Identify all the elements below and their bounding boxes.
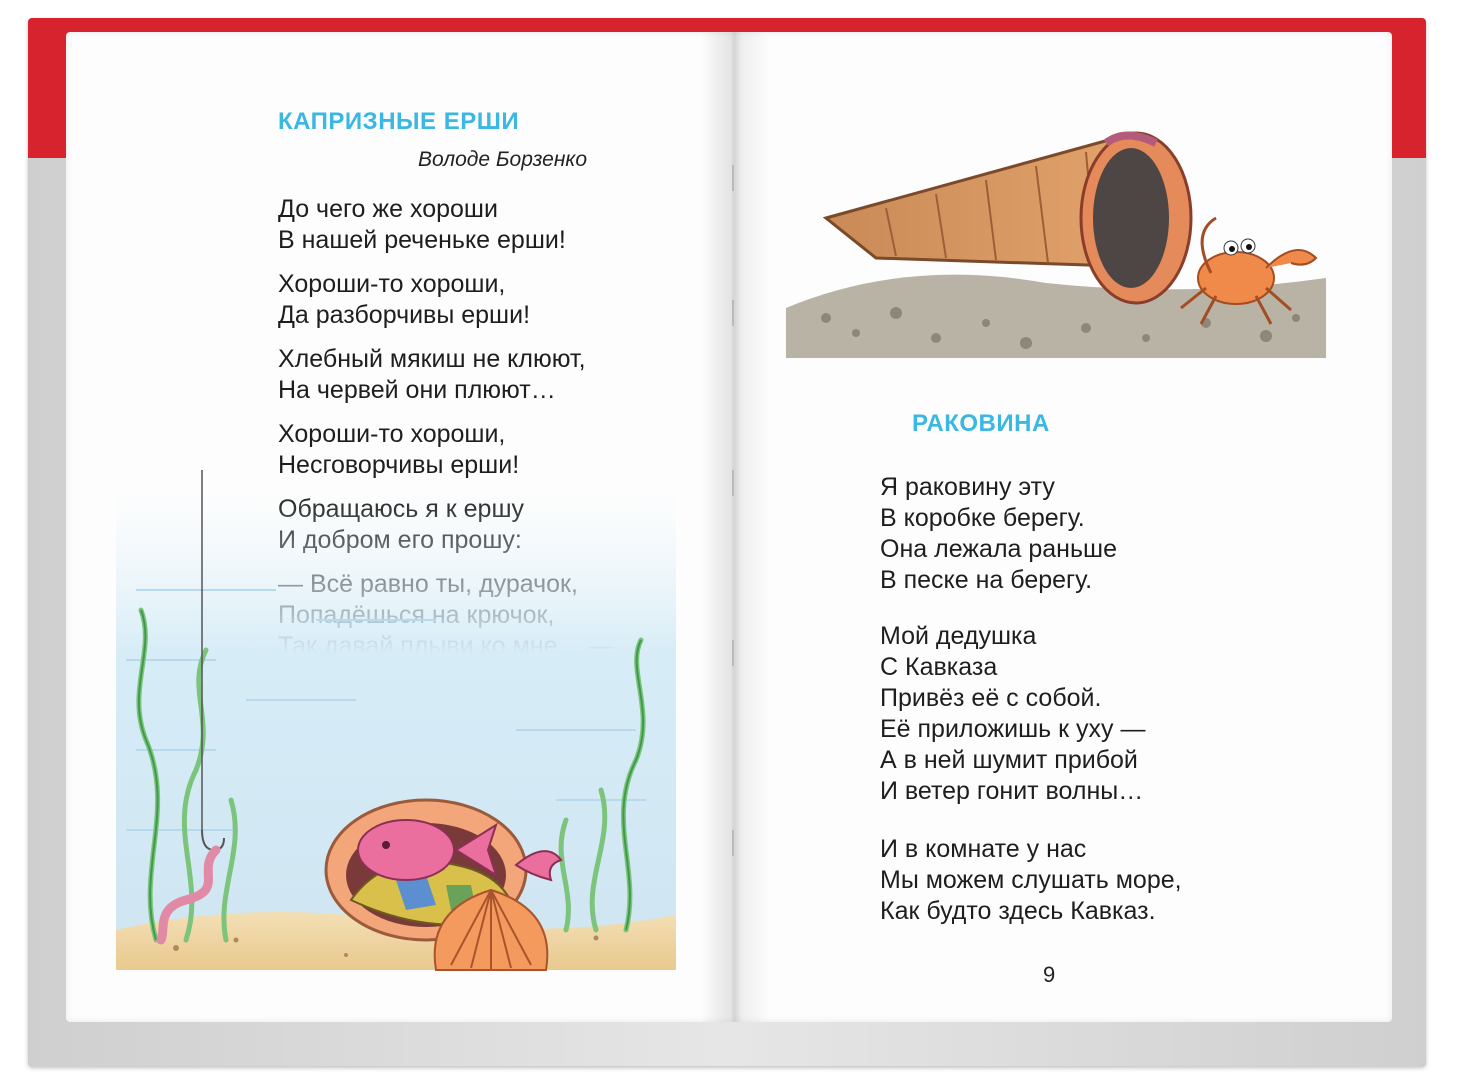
stitch-mark — [732, 640, 740, 666]
stanza — [278, 344, 586, 406]
verse-line: Я раковину эту — [880, 473, 1055, 501]
verse-line: И в комнате у нас — [880, 835, 1087, 863]
stanza — [880, 834, 1182, 927]
verse-line: Она лежала раньше — [880, 535, 1117, 563]
verse-line: Хороши-то хороши, — [278, 270, 506, 298]
verse-line: В песке на берегу. — [880, 566, 1093, 594]
verse-line: Хороши-то хороши, — [278, 420, 506, 448]
verse-line: В коробке берегу. — [880, 504, 1085, 532]
stanza — [880, 621, 1145, 807]
verse-line: А в ней шумит прибой — [880, 746, 1138, 774]
stitch-mark — [732, 830, 740, 856]
stanza — [278, 269, 530, 331]
stitch-mark — [732, 165, 740, 191]
verse-line: Привёз её с собой. — [880, 684, 1102, 712]
poem-title: КАПРИЗНЫЕ ЕРШИ — [278, 108, 520, 135]
verse-line: Её приложишь к уху — — [880, 715, 1146, 743]
verse-line: До чего же хороши — [278, 195, 498, 223]
verse-line: Как будто здесь Кавказ. — [880, 897, 1156, 925]
poem-title: РАКОВИНА — [912, 410, 1050, 437]
stanza — [880, 472, 1117, 596]
poem-dedication: Володе Борзенко — [418, 148, 588, 171]
verse-line: Да разборчивы ерши! — [278, 301, 531, 329]
verse-line: Хлебный мякиш не клюют, — [278, 345, 586, 373]
verse-line: И ветер гонит волны… — [880, 777, 1144, 805]
verse-line: Несговорчивы ерши! — [278, 451, 520, 479]
page-number: 9 — [1043, 962, 1056, 987]
verse-line: Мой дедушка — [880, 622, 1037, 650]
verse-line: На червей они плюют… — [278, 376, 556, 404]
stitch-mark — [732, 300, 740, 326]
verse-line: С Кавказа — [880, 653, 998, 681]
underwater-fish-illustration — [96, 470, 696, 1010]
verse-line: Мы можем слушать море, — [880, 866, 1182, 894]
seashell-crab-illustration — [786, 108, 1326, 368]
verse-line: В нашей реченьке ерши! — [278, 226, 566, 254]
stanza — [278, 194, 566, 256]
stitch-mark — [732, 470, 740, 496]
